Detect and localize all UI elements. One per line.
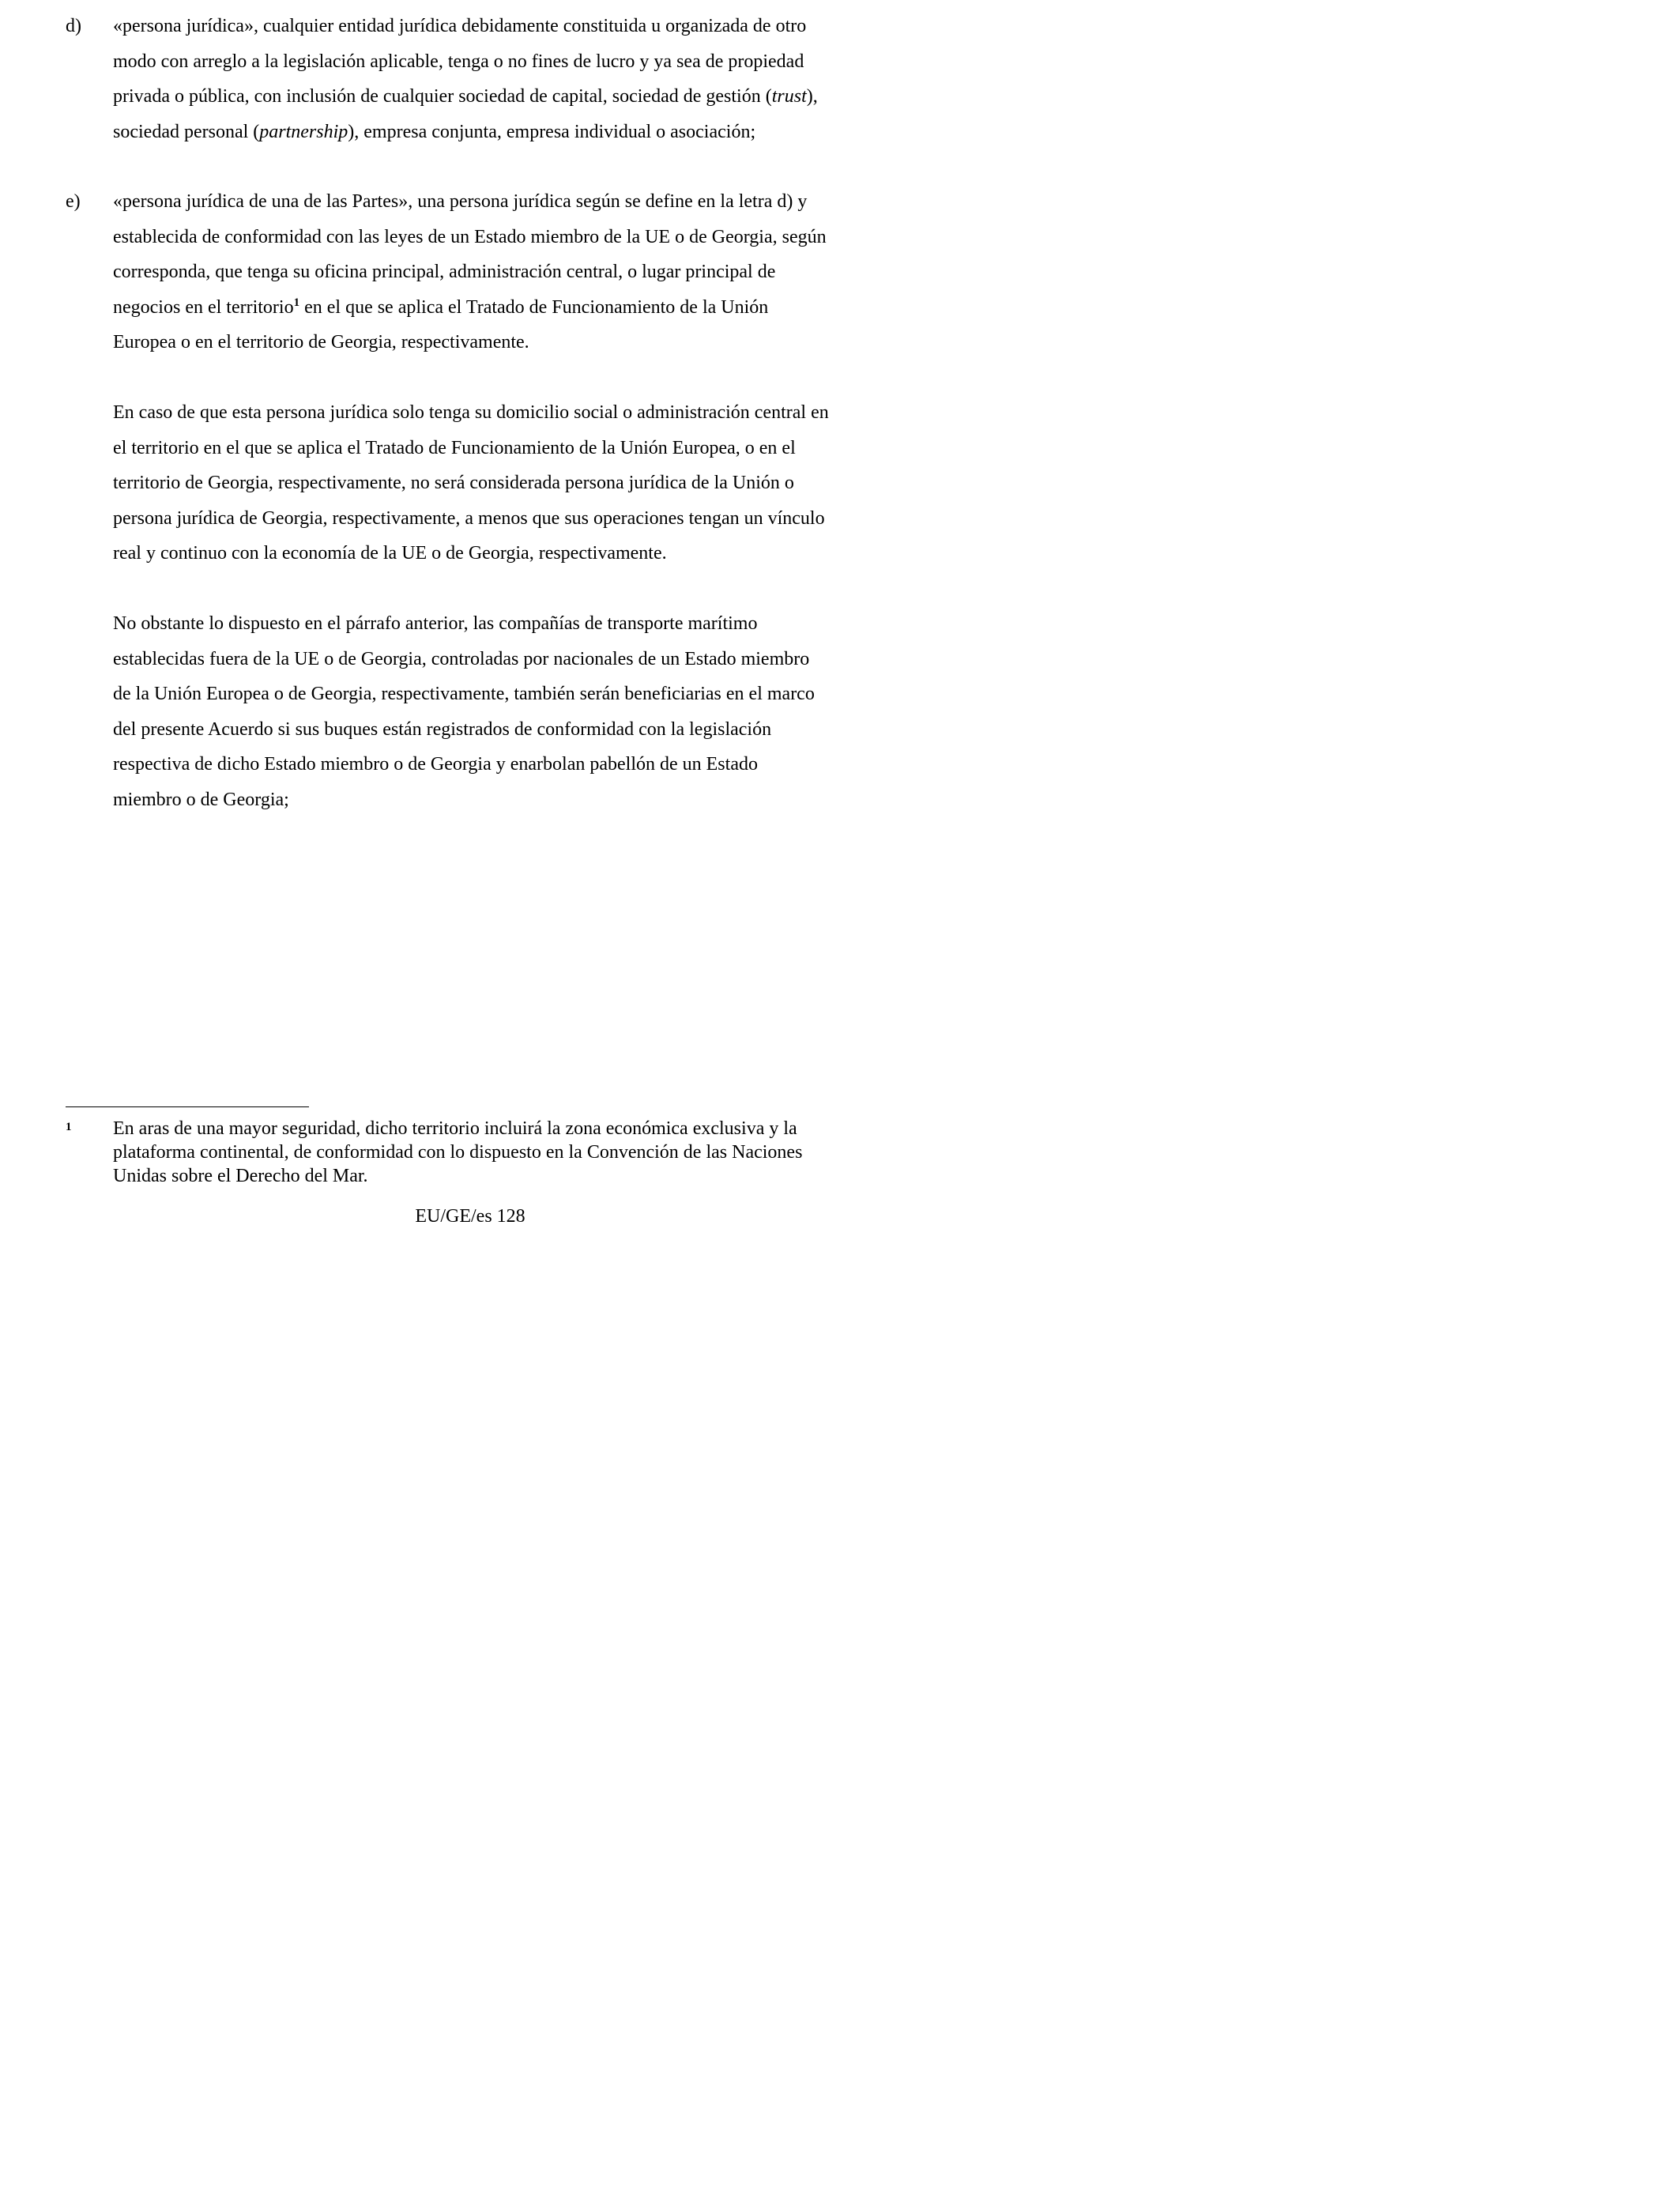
- text-line: En caso de que esta persona jurídica solo tenga su domicilio social o administración central en: [113, 402, 829, 423]
- text-line: Europea o en el territorio de Georgia, respectivamente.: [113, 332, 529, 352]
- text-span: en el que se aplica el Tratado de Funcionamiento de la Unión: [299, 296, 769, 318]
- text-span: ),: [806, 86, 818, 107]
- item-text: [113, 9, 891, 149]
- text-line: de la Unión Europea o de Georgia, respectivamente, también serán beneficiarias en el marco: [113, 684, 815, 704]
- text-span: ), empresa conjunta, empresa individual o asociación;: [348, 121, 756, 142]
- footnote-text: [113, 1117, 891, 1188]
- text-line: persona jurídica de Georgia, respectivamente, a menos que sus operaciones tengan un vínculo: [113, 507, 825, 529]
- text-line: corresponda, que tenga su oficina principal, administración central, o lugar principal de: [113, 262, 776, 282]
- item-label: d): [66, 16, 81, 36]
- text-line: [113, 115, 891, 150]
- text-line: establecida de conformidad con las leyes de un Estado miembro de la UE o de Georgia, según: [113, 226, 827, 247]
- text-line: Unidas sobre el Derecho del Mar.: [113, 1166, 368, 1186]
- italic-term: partnership: [259, 121, 348, 142]
- paragraph-text: [113, 606, 891, 817]
- text-line: plataforma continental, de conformidad con lo dispuesto en la Convención de las Naciones: [113, 1142, 803, 1163]
- text-span: privada o pública, con inclusión de cualquier sociedad de capital, sociedad de gestión (: [113, 86, 772, 107]
- text-line: territorio de Georgia, respectivamente, no será considerada persona jurídica de la Unión o: [113, 473, 794, 493]
- footnote-mark: 1: [66, 1121, 72, 1133]
- text-line: [113, 290, 891, 326]
- text-line: «persona jurídica», cualquier entidad jurídica debidamente constituida u organizada de otro: [113, 16, 807, 36]
- paragraph-text: [113, 395, 891, 571]
- text-line: real y continuo con la economía de la UE o de Georgia, respectivamente.: [113, 543, 667, 564]
- text-line: No obstante lo dispuesto en el párrafo anterior, las compañías de transporte marítimo: [113, 613, 758, 634]
- text-line: miembro o de Georgia;: [113, 789, 289, 810]
- text-span: negocios en el territorio: [113, 296, 294, 318]
- text-line: del presente Acuerdo si sus buques están registrados de conformidad con la legislación: [113, 718, 772, 740]
- text-line: el territorio en el que se aplica el Tratado de Funcionamiento de la Unión Europea, o en el: [113, 437, 796, 458]
- text-line: «persona jurídica de una de las Partes», una persona jurídica según se define en la letra d) y: [113, 191, 808, 212]
- italic-term: trust: [771, 86, 807, 107]
- text-line: modo con arreglo a la legislación aplicable, tenga o no fines de lucro y ya sea de propiedad: [113, 51, 804, 72]
- item-label: e): [66, 191, 81, 212]
- footnote-reference[interactable]: 1: [293, 296, 300, 309]
- text-span: sociedad personal (: [113, 121, 260, 142]
- document-page: [0, 0, 940, 1225]
- text-line: establecidas fuera de la UE o de Georgia, controladas por nacionales de un Estado miembro: [113, 648, 810, 669]
- text-line: respectiva de dicho Estado miembro o de Georgia y enarbolan pabellón de un Estado: [113, 754, 758, 775]
- text-line: [113, 79, 891, 115]
- footnote-separator: [66, 1106, 309, 1107]
- item-text: [113, 184, 891, 360]
- page-reference-footer: EU/GE/es 128: [415, 1206, 525, 1227]
- text-line: En aras de una mayor seguridad, dicho territorio incluirá la zona económica exclusiva y la: [113, 1118, 797, 1139]
